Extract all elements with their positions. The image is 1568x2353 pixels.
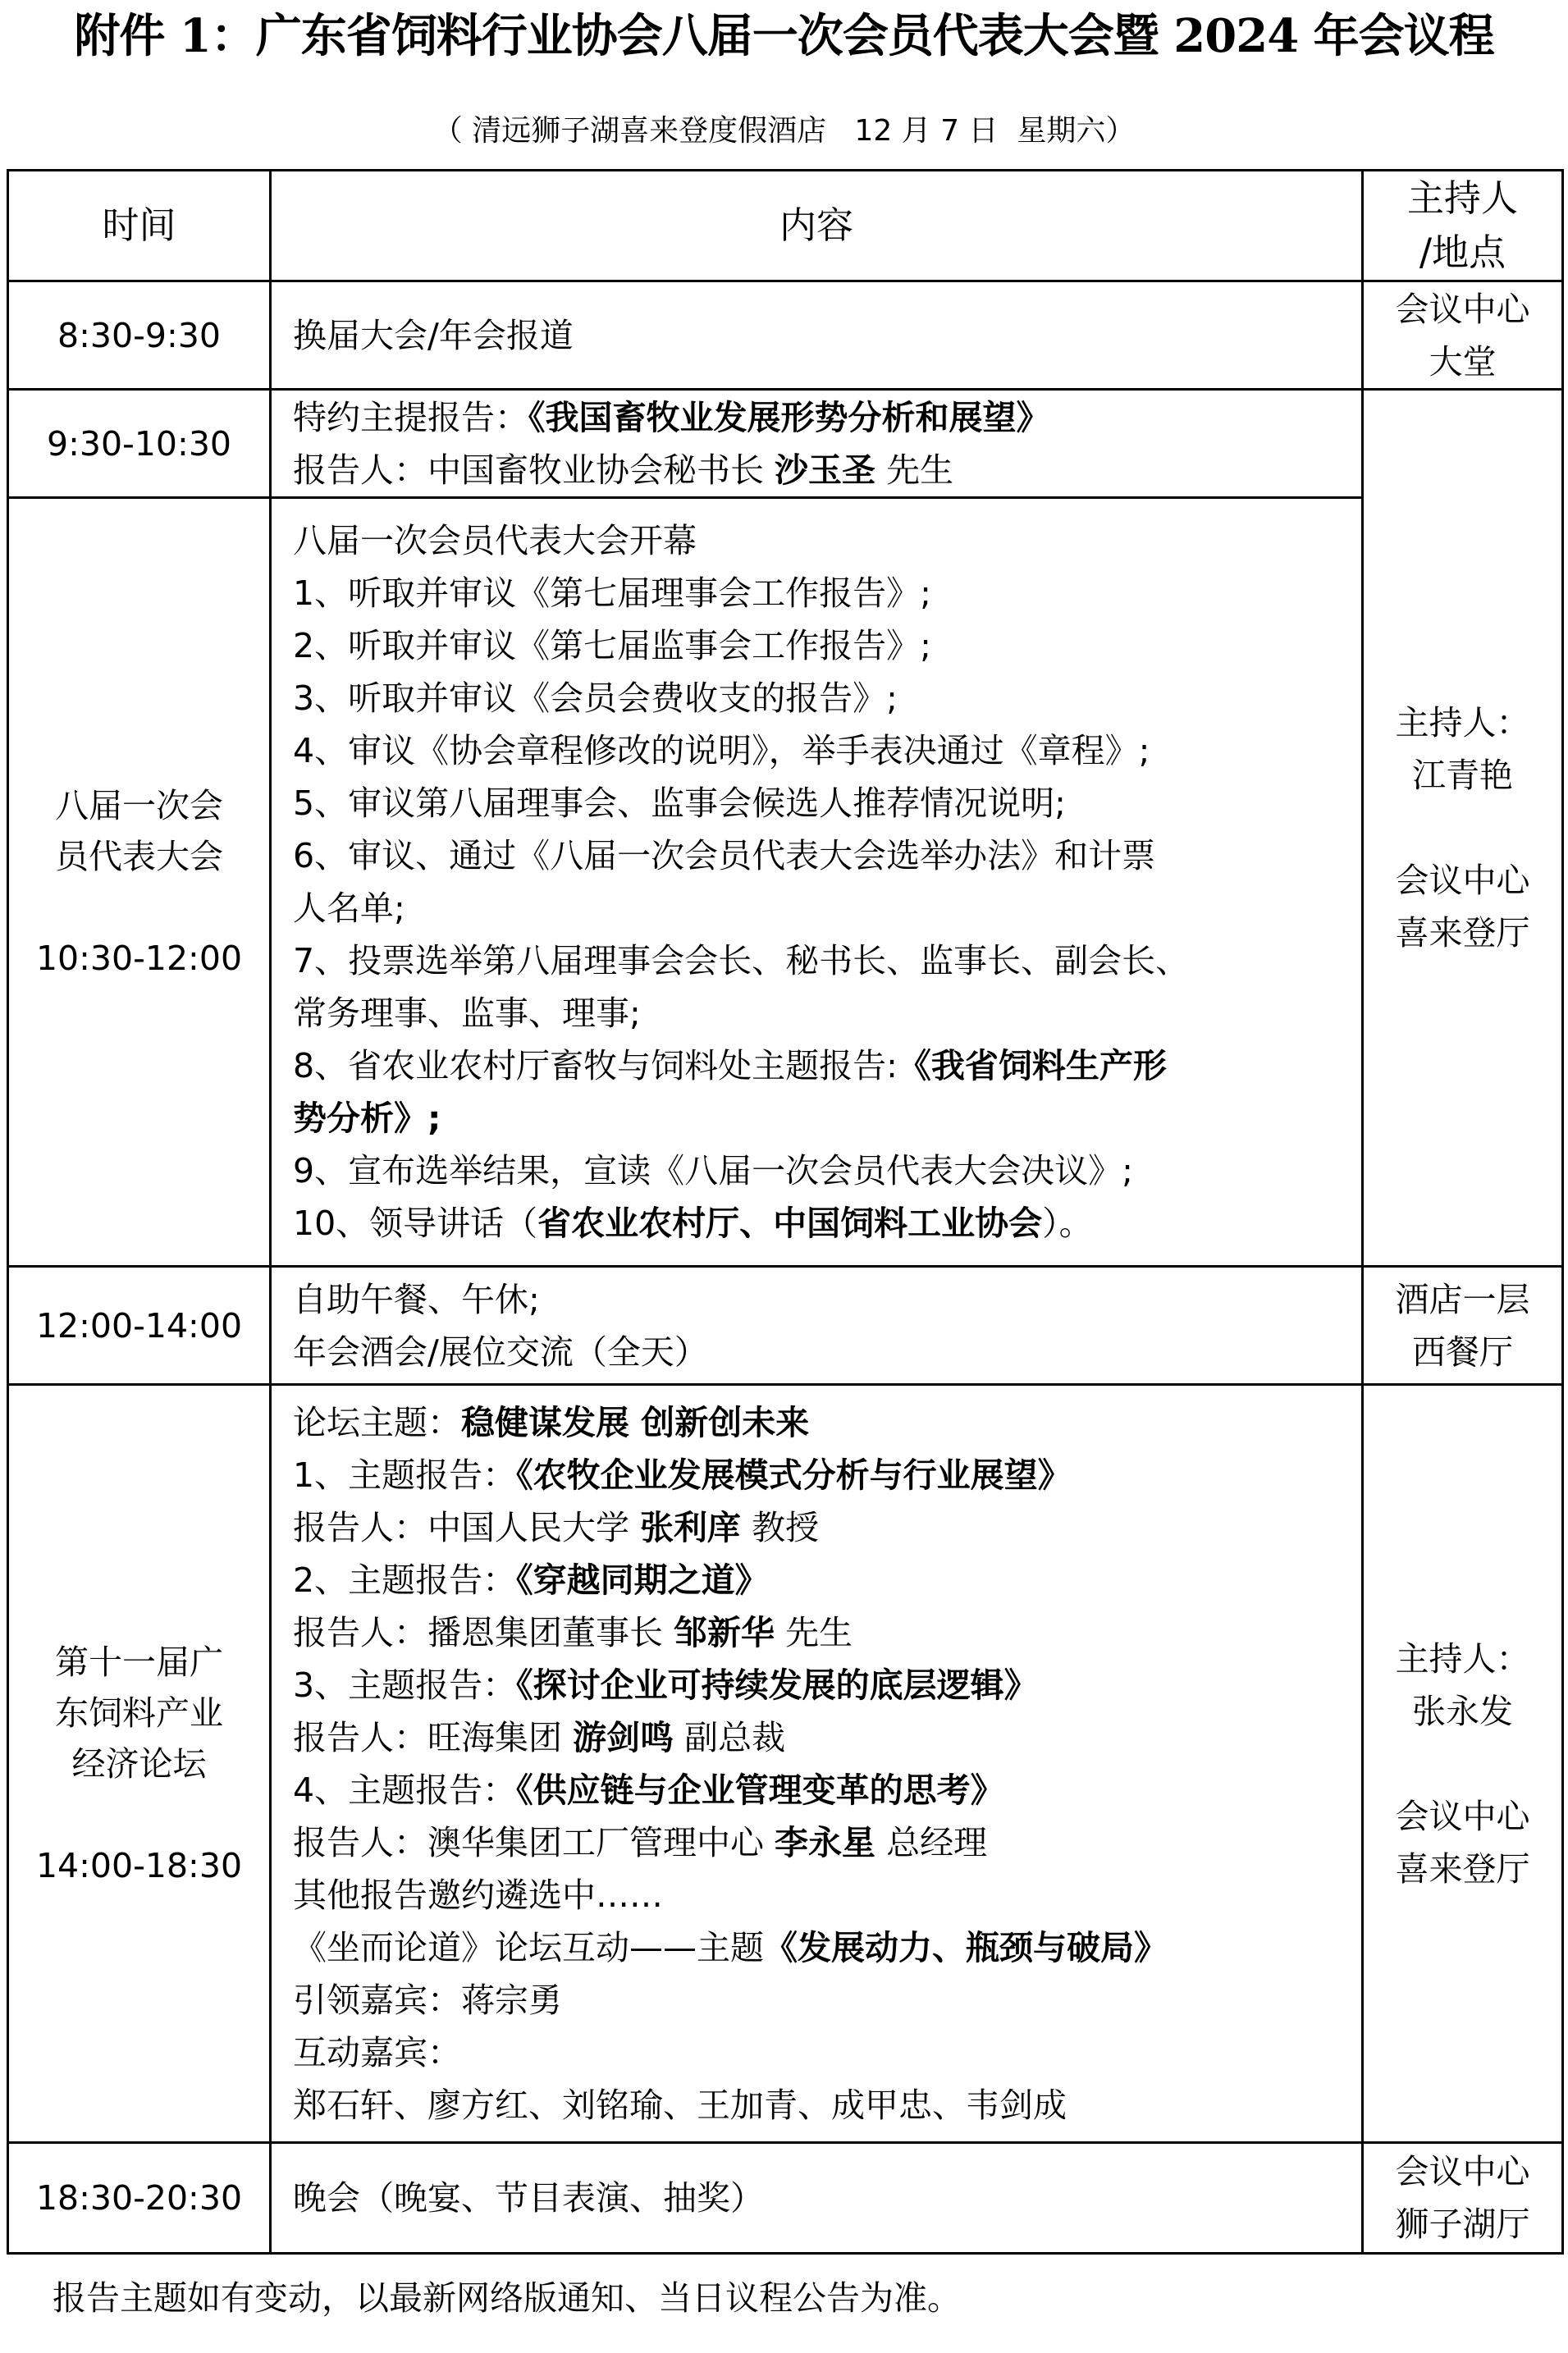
session-name-line: 东饲料产业 <box>55 1693 223 1733</box>
header-host-venue <box>1363 171 1563 281</box>
content-cell <box>271 1267 1363 1385</box>
document-subtitle: （ 清远狮子湖喜来登度假酒店 12 月 7 日 星期六） <box>432 114 1136 148</box>
content-line <box>293 1659 1351 1711</box>
venue-line: 大堂 <box>1429 341 1497 382</box>
time-cell: 9:30-10:30 <box>8 390 271 498</box>
text-segment: 2、主题报告： <box>293 1560 517 1600</box>
session-time: 14:00-18:30 <box>35 1845 243 1885</box>
venue-line: 西餐厅 <box>1412 1332 1513 1372</box>
content-line: 7、投票选举第八届理事会会长、秘书长、监事长、副会长、 <box>293 941 1190 980</box>
spacer <box>9 882 269 933</box>
speaker-name: 李永星 <box>775 1822 876 1862</box>
content-line: 引领嘉宾：蒋宗勇 <box>293 1980 562 2020</box>
time-cell: 18:30-20:30 <box>8 2143 271 2254</box>
content-cell: 晚会（晚宴、节目表演、抽奖） <box>271 2143 1363 2254</box>
venue-line: 狮子湖厅 <box>1395 2205 1530 2244</box>
content-line <box>293 1396 1351 1449</box>
session-name-line: 员代表大会 <box>55 837 223 876</box>
speaker-name: 张利庠 <box>640 1507 742 1547</box>
agenda-row-evening <box>8 2143 1563 2254</box>
content-line <box>293 391 1351 444</box>
text-segment: 10、领导讲话（ <box>293 1204 538 1243</box>
text-segment: 特约主提报告： <box>293 397 528 437</box>
content-line <box>293 1606 1351 1659</box>
venue-line: 会议中心 <box>1395 2152 1530 2191</box>
session-name-line: 八届一次会 <box>55 786 223 825</box>
time-cell <box>8 1385 271 2143</box>
venue-cell <box>1363 2143 1563 2254</box>
header-time: 时间 <box>8 171 271 281</box>
session-name-line: 第十一届广 <box>55 1642 223 1682</box>
content-cell <box>271 1385 1363 2143</box>
text-segment: 《坐而论道》论坛互动——主题 <box>293 1927 764 1967</box>
text-segment: 1、主题报告： <box>293 1455 517 1495</box>
forum-theme: 稳健谋发展 创新创未来 <box>461 1402 810 1442</box>
content-line: 八届一次会员代表大会开幕 <box>293 521 697 560</box>
report-title: 《我省饲料生产形 <box>897 1046 1167 1085</box>
content-line <box>293 1449 1351 1501</box>
venue-line: 喜来登厅 <box>1395 913 1530 953</box>
content-line: 互动嘉宾： <box>293 2032 461 2072</box>
table-header-row <box>8 171 1563 281</box>
text-segment: 报告人：中国人民大学 <box>293 1507 641 1547</box>
content-line: 2、听取并审议《第七届监事会工作报告》; <box>293 626 931 665</box>
venue-line: 会议中心 <box>1395 289 1530 329</box>
report-title: 《供应链与企业管理变革的思考》 <box>516 1770 1004 1810</box>
host-name: 江青艳 <box>1412 756 1513 795</box>
host-name: 张永发 <box>1412 1691 1513 1731</box>
header-host-line2: /地点 <box>1419 231 1506 274</box>
venue-cell <box>1363 1267 1563 1385</box>
venue-line: 酒店一层 <box>1395 1279 1530 1319</box>
content-line <box>293 444 1351 496</box>
venue-cell <box>1363 390 1563 1267</box>
time-cell <box>8 498 271 1267</box>
text-segment: 4、主题报告： <box>293 1770 517 1810</box>
report-title: 《我国畜牧业发展形势分析和展望》 <box>528 397 1050 437</box>
content-line: 人名单; <box>293 889 405 928</box>
text-segment: 副总裁 <box>674 1717 786 1757</box>
venue-cell <box>1363 1385 1563 2143</box>
spacer <box>1364 1738 1561 1790</box>
text-segment: 报告人：澳华集团工厂管理中心 <box>293 1822 775 1862</box>
agenda-row-forum <box>8 1385 1563 2143</box>
content-line <box>293 1711 1351 1764</box>
dialog-theme: 《发展动力、瓶颈与破局》 <box>764 1927 1168 1967</box>
venue-line: 会议中心 <box>1395 861 1530 900</box>
content-line: 势分析》; <box>293 1099 441 1138</box>
content-cell <box>271 498 1363 1267</box>
content-line <box>293 1501 1351 1554</box>
speaker-name: 游剑鸣 <box>573 1717 674 1757</box>
text-segment: 报告人：中国畜牧业协会秘书长 <box>293 450 775 490</box>
content-line <box>293 1197 1351 1250</box>
time-cell: 12:00-14:00 <box>8 1267 271 1385</box>
spacer <box>1364 802 1561 854</box>
host-label: 主持人： <box>1395 1638 1530 1679</box>
content-line <box>293 1764 1351 1816</box>
venue-line: 会议中心 <box>1395 1796 1530 1836</box>
agenda-table <box>7 169 1564 2255</box>
content-line: 3、听取并审议《会员会费收支的报告》; <box>293 678 898 718</box>
content-cell <box>271 390 1363 498</box>
content-line <box>293 1921 1351 1974</box>
text-segment: 报告人：旺海集团 <box>293 1717 574 1757</box>
text-segment: ）。 <box>1042 1204 1093 1243</box>
report-title: 《探讨企业可持续发展的底层逻辑》 <box>516 1665 1038 1705</box>
agenda-row-keynote <box>8 390 1563 498</box>
text-segment: 先生 <box>775 1612 853 1652</box>
content-line <box>293 1816 1351 1869</box>
text-segment: 教授 <box>741 1507 820 1547</box>
content-line: 郑石轩、廖方红、刘铭瑜、王加青、成甲忠、韦剑成 <box>293 2085 1067 2125</box>
text-segment: 8、省农业农村厅畜牧与饲料处主题报告: <box>293 1046 898 1085</box>
session-name-line: 经济论坛 <box>71 1743 207 1784</box>
text-segment: 3、主题报告： <box>293 1665 517 1705</box>
content-line <box>293 1554 1351 1606</box>
content-line: 6、审议、通过《八届一次会员代表大会选举办法》和计票 <box>293 836 1156 875</box>
agenda-row-lunch <box>8 1267 1563 1385</box>
text-segment: 论坛主题： <box>293 1402 461 1442</box>
host-label: 主持人： <box>1395 703 1530 742</box>
content-line: 年会酒会/展位交流（全天） <box>293 1332 708 1372</box>
time-cell: 8:30-9:30 <box>8 281 271 390</box>
content-line: 其他报告邀约遴选中…… <box>293 1875 663 1915</box>
content-line: 1、听取并审议《第七届理事会工作报告》; <box>293 573 931 613</box>
content-line: 9、宣布选举结果，宣读《八届一次会员代表大会决议》; <box>293 1151 1133 1190</box>
venue-line: 喜来登厅 <box>1395 1848 1530 1889</box>
text-segment: 报告人：播恩集团董事长 <box>293 1612 674 1652</box>
content-line: 自助午餐、午休; <box>293 1279 540 1319</box>
content-line <box>293 1039 1351 1092</box>
report-title: 《穿越同期之道》 <box>516 1560 769 1600</box>
organization-names: 省农业农村厅、中国饲料工业协会 <box>537 1204 1043 1243</box>
header-host-line1: 主持人 <box>1406 176 1518 220</box>
content-cell: 换届大会/年会报道 <box>271 281 1363 390</box>
content-line: 4、审议《协会章程修改的说明》，举手表决通过《章程》; <box>293 731 1150 770</box>
content-line: 常务理事、监事、理事; <box>293 994 641 1033</box>
spacer <box>9 1789 269 1840</box>
report-title: 《农牧企业发展模式分析与行业展望》 <box>516 1455 1072 1495</box>
header-content: 内容 <box>271 171 1363 281</box>
venue-cell <box>1363 281 1563 390</box>
text-segment: 总经理 <box>875 1822 988 1862</box>
content-line: 5、审议第八届理事会、监事会候选人推荐情况说明; <box>293 784 1066 823</box>
speaker-name: 沙玉圣 <box>775 450 876 490</box>
footnote: 报告主题如有变动，以最新网络版通知、当日议程公告为准。 <box>53 2278 961 2318</box>
document-title: 附件 1：广东省饲料行业协会八届一次会员代表大会暨 2024 年会议程 <box>74 9 1494 63</box>
text-segment: 先生 <box>875 450 954 490</box>
session-time: 10:30-12:00 <box>35 939 243 978</box>
agenda-row-assembly <box>8 498 1563 1267</box>
agenda-row-registration <box>8 281 1563 390</box>
speaker-name: 邹新华 <box>674 1612 775 1652</box>
